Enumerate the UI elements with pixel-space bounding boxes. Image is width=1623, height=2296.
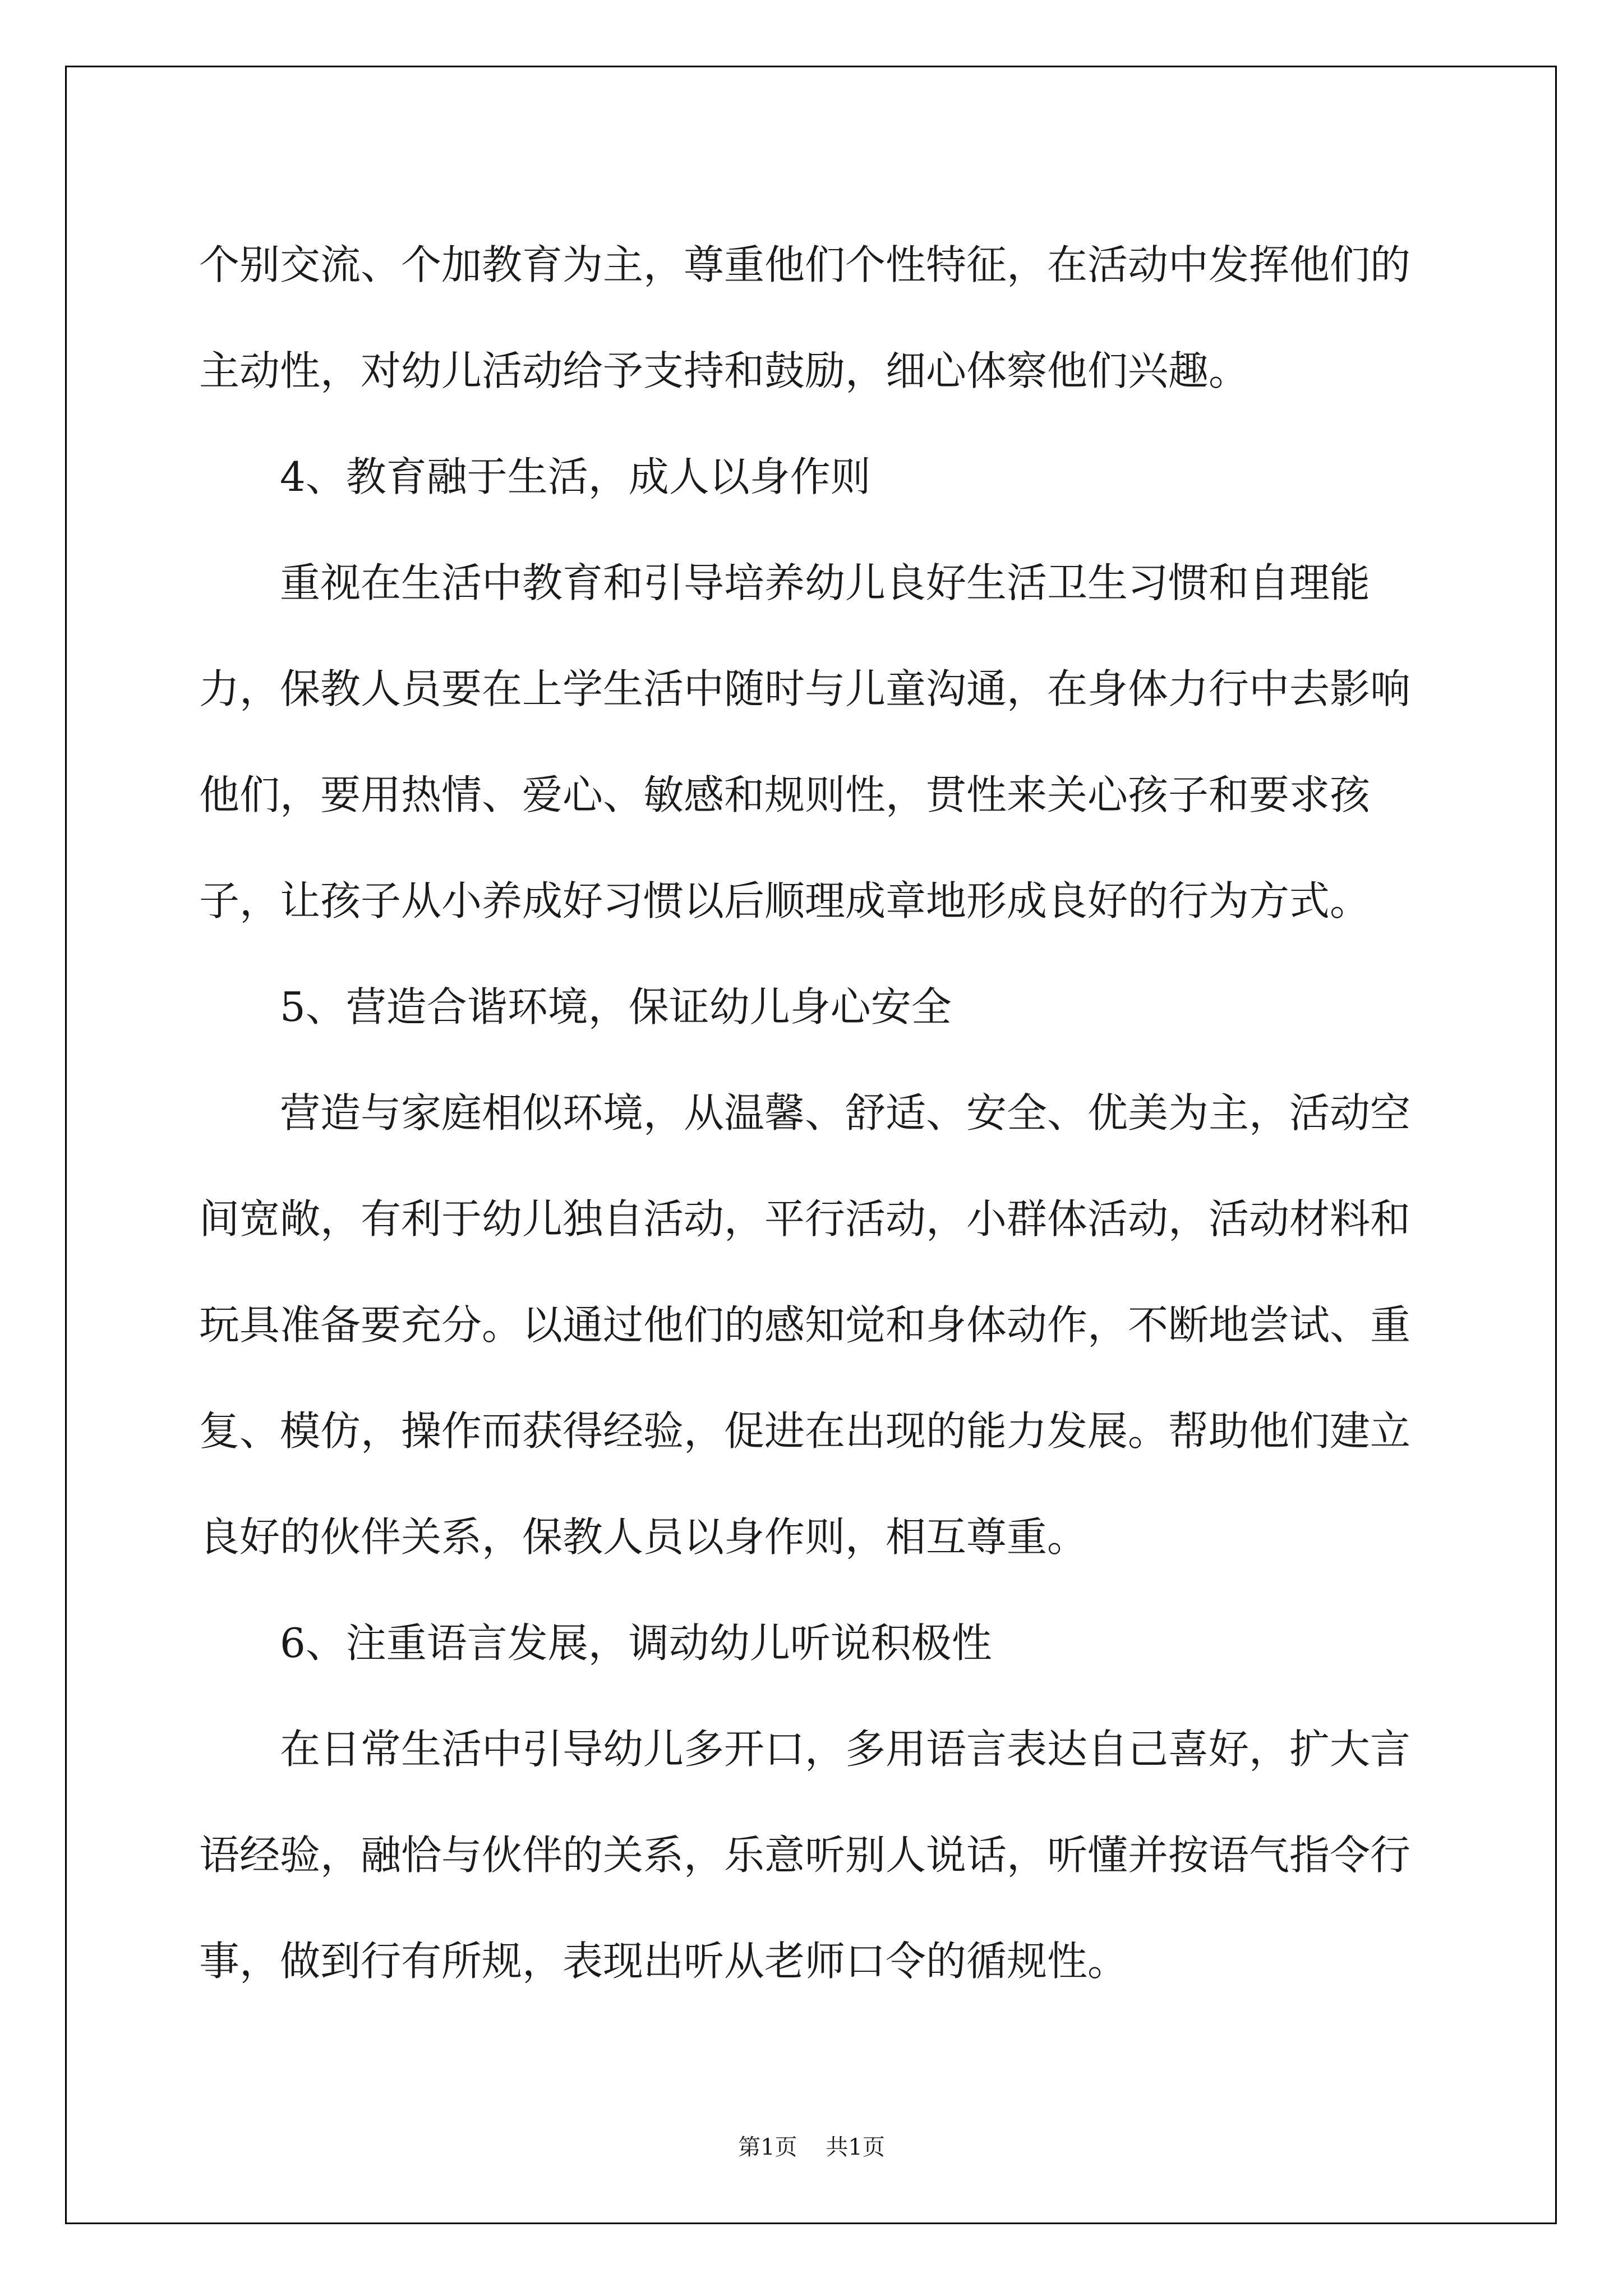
section-heading-6: 6、注重语言发展，调动幼儿听说积极性 [280,1619,992,1667]
page-total: 共1页 [826,2134,885,2160]
paragraph: 营造与家庭相似环境，从温馨、舒适、安全、优美为主，活动空间宽敞，有利于幼儿独自活动，平行活动，小群体活动，活动材料和玩具准备要充分。以通过他们的感知觉和身体动作，不断地尝试、重复、模仿，操作而获得经验，促进在出现的能力发展。帮助他们建立良好的伙伴关系，保教人员以身作则，相互尊重。 [199,1089,1411,1561]
section-heading-5: 5、营造合谐环境，保证幼儿身心安全 [280,983,952,1030]
paragraph: 在日常生活中引导幼儿多开口，多用语言表达自己喜好，扩大言语经验，融恰与伙伴的关系，乐意听别人说话，听懂并按语气指令行事，做到行有所规，表现出听从老师口令的循规性。 [199,1726,1411,1985]
paragraph-continued: 个别交流、个加教育为主，尊重他们个性特征，在活动中发挥他们的主动性，对幼儿活动给予支持和鼓励，细心体察他们兴趣。 [199,241,1411,394]
document-body [199,212,1424,2014]
page-number: 第1页 [738,2134,797,2160]
paragraph: 重视在生活中教育和引导培养幼儿良好生活卫生习惯和自理能力，保教人员要在上学生活中随时与儿童沟通，在身体力行中去影响他们，要用热情、爱心、敏感和规则性，贯性来关心孩子和要求孩子，让孩子从小养成好习惯以后顺理成章地形成良好的行为方式。 [199,559,1411,924]
section-heading-4: 4、教育融于生活，成人以身作则 [280,453,871,500]
page-footer [0,2131,1623,2164]
